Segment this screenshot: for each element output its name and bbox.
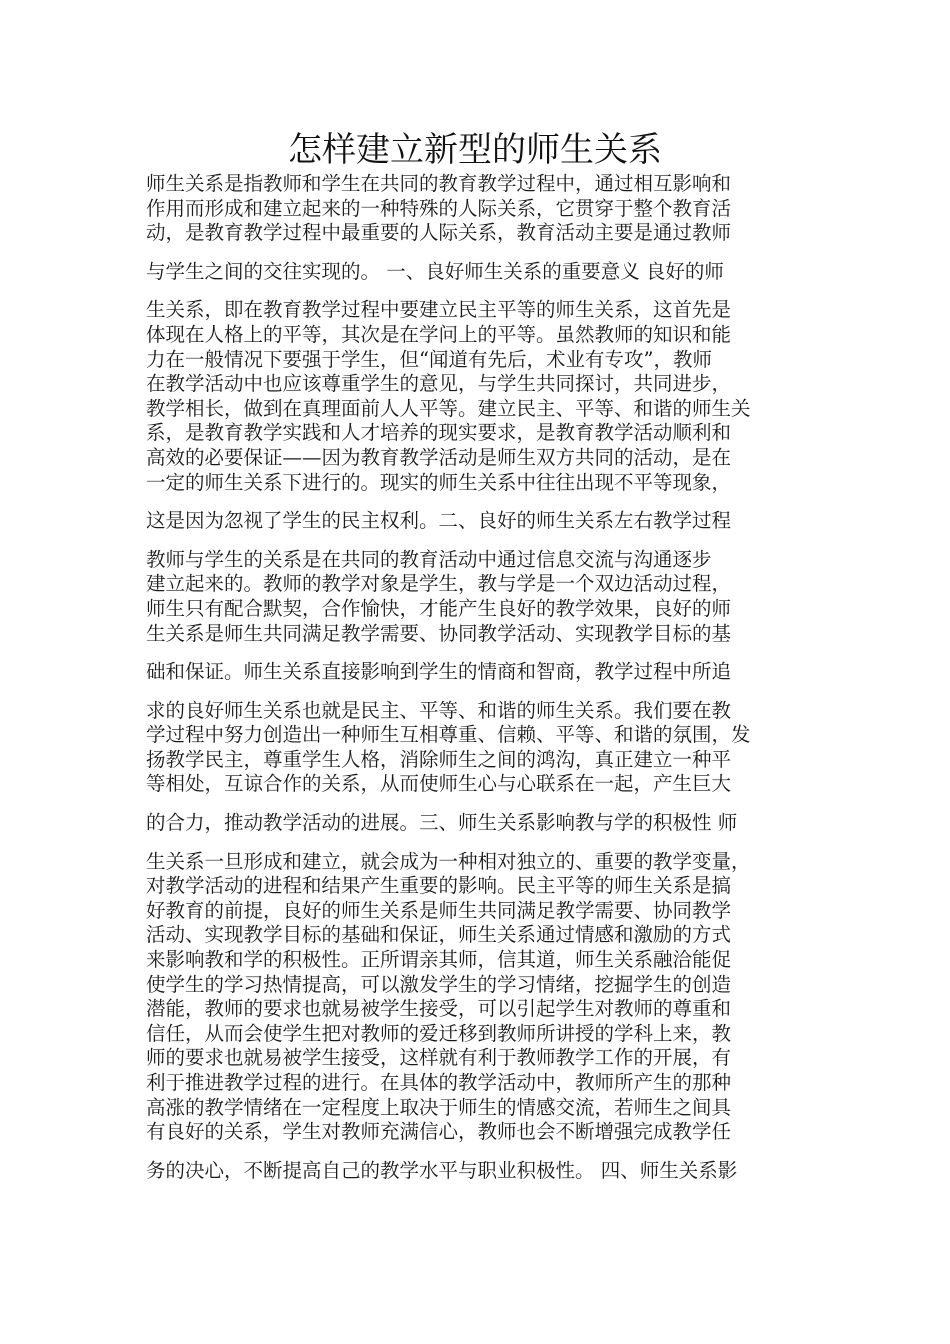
body-line: 的合力，推动教学活动的进展。三、师生关系影响教与学的积极性 师	[146, 811, 738, 835]
body-line: 务的决心，不断提高自己的教学水平与职业积极性。 四、师生关系影	[146, 1158, 738, 1182]
body-line: 生关系是师生共同满足教学需要、协同教学活动、实现教学目标的基	[146, 621, 732, 645]
body-line: 系，是教育教学实践和人才培养的现实要求，是教育教学活动顺利和	[146, 421, 732, 445]
body-line: 利于推进教学过程的进行。在具体的教学活动中，教师所产生的那种	[146, 1071, 732, 1094]
body-line: 与学生之间的交往实现的。 一、良好师生关系的重要意义 良好的师	[146, 259, 724, 283]
body-line: 作用而形成和建立起来的一种特殊的人际关系，它贯穿于整个教育活	[146, 196, 732, 220]
body-line: 础和保证。师生关系直接影响到学生的情商和智商，教学过程中所追	[146, 660, 732, 684]
body-line: 好教育的前提，良好的师生关系是师生共同满足教学需要、协同教学	[146, 898, 732, 922]
body-line: 潜能，教师的要求也就易被学生接受，可以引起学生对教师的尊重和	[146, 997, 732, 1021]
body-line: 活动、实现教学目标的基础和保证，师生关系通过情感和激励的方式	[146, 923, 732, 947]
body-line: 师的要求也就易被学生接受，这样就有利于教师教学工作的开展，有	[146, 1046, 732, 1070]
body-line: 学过程中努力创造出一种师生互相尊重、信赖、平等、和谐的氛围，发	[146, 723, 751, 747]
body-line: 对教学活动的进程和结果产生重要的影响。民主平等的师生关系是搞	[146, 874, 732, 898]
body-line: 等相处，互谅合作的关系，从而使师生心与心联系在一起，产生巨大	[146, 772, 732, 796]
body-line: 有良好的关系，学生对教师充满信心，教师也会不断增强完成教学任	[146, 1120, 732, 1144]
body-line: 扬教学民主，尊重学生人格，消除师生之间的鸿沟，真正建立一种平	[146, 747, 732, 771]
document-title: 怎样建立新型的师生关系	[288, 130, 662, 170]
body-line: 一定的师生关系下进行的。现实的师生关系中往往出现不平等现象，	[146, 470, 732, 494]
body-line: 高效的必要保证——因为教育教学活动是师生双方共同的活动，是在	[146, 445, 732, 469]
body-line: 生关系，即在教育教学过程中要建立民主平等的师生关系，这首先是	[146, 298, 732, 322]
body-line: 教师与学生的关系是在共同的教育活动中通过信息交流与沟通逐步	[146, 547, 712, 571]
body-line: 这是因为忽视了学生的民主权利。二、良好的师生关系左右教学过程	[146, 509, 732, 533]
body-line: 力在一般情况下要强于学生，但“闻道有先后，术业有专攻”，教师	[146, 347, 712, 371]
body-line: 高涨的教学情绪在一定程度上取决于师生的情感交流，若师生之间具	[146, 1095, 732, 1119]
body-line: 在教学活动中也应该尊重学生的意见，与学生共同探讨，共同进步，	[146, 372, 732, 396]
body-line: 使学生的学习热情提高，可以激发学生的学习情绪，挖掘学生的创造	[146, 972, 732, 996]
body-line: 动，是教育教学过程中最重要的人际关系，教育活动主要是通过教师	[146, 221, 732, 245]
body-line: 教学相长，做到在真理面前人人平等。建立民主、平等、和谐的师生关	[146, 396, 751, 420]
body-line: 信任，从而会使学生把对教师的爱迁移到教师所讲授的学科上来，教	[146, 1021, 732, 1045]
body-line: 生关系一旦形成和建立，就会成为一种相对独立的、重要的教学变量，	[146, 849, 751, 873]
body-line: 建立起来的。教师的教学对象是学生，教与学是一个双边活动过程，	[146, 572, 732, 596]
body-line: 来影响教和学的积极性。正所谓亲其师，信其道，师生关系融洽能促	[146, 948, 732, 972]
body-line: 师生只有配合默契，合作愉快，才能产生良好的教学效果，良好的师	[146, 596, 732, 620]
body-line: 求的良好师生关系也就是民主、平等、和谐的师生关系。我们要在教	[146, 698, 732, 722]
body-line: 师生关系是指教师和学生在共同的教育教学过程中，通过相互影响和	[146, 172, 732, 195]
body-line: 体现在人格上的平等，其次是在学问上的平等。虽然教师的知识和能	[146, 322, 732, 346]
document-body	[146, 172, 811, 1183]
